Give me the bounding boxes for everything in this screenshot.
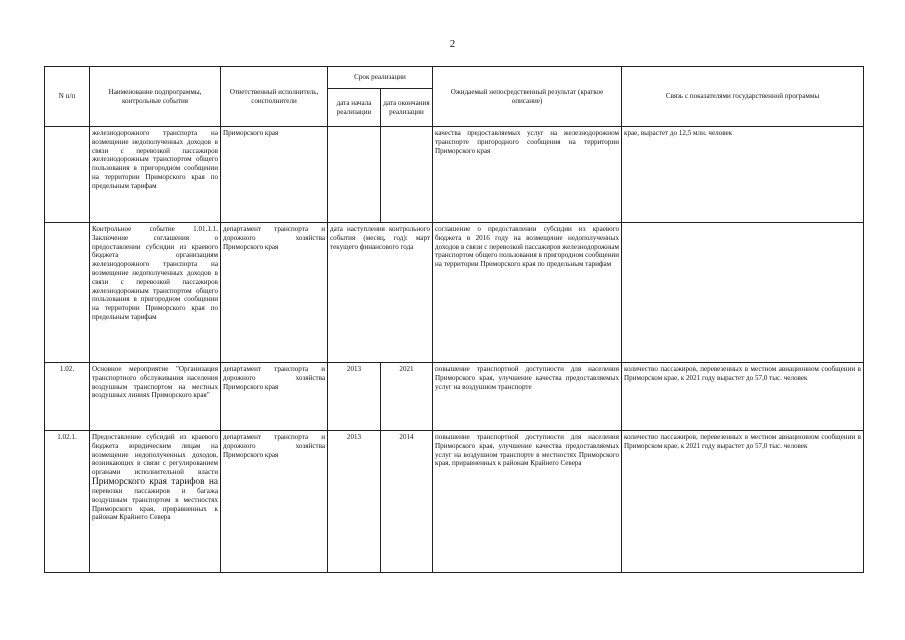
row-result: качества предоставляемых услуг на железнодорожном транспорте пригородного сообщения на территории Приморского края (433, 127, 622, 223)
header-row-1 (45, 67, 864, 89)
row-num (45, 127, 90, 223)
program-table (44, 66, 864, 573)
row-result: соглашение о предоставлении субсидии из краевого бюджета в 2016 году на возмещение недополученных доходов в связи с перевозкой пассажиров железнодорожным транспортом общего пользования в пригородном сообщении на территории Приморского края по предельным тарифам (433, 223, 622, 363)
row-executor: Приморского края (221, 127, 328, 223)
row-num (45, 223, 90, 363)
row-num: 1.02.1. (45, 431, 90, 573)
header-name: Наименование подпрограммы, контрольные события (90, 67, 221, 127)
row-start-date: 2013 (328, 363, 381, 431)
row-name-part1: Предоставление субсидий из краевого бюджета юридическим лицам на возмещение недополученных доходов, возникающих в связи с регулированием органами исполнительной власти (92, 433, 218, 477)
header-num: N п/п (45, 67, 90, 127)
row-link: крае, вырастет до 12,5 млн. человек (622, 127, 864, 223)
header-executor: Ответственный исполнитель, соисполнители (221, 67, 328, 127)
row-control-date: дата наступления контрольного события (месяц, год): март текущего финансового года (328, 223, 433, 363)
row-start-date (328, 127, 381, 223)
row-end-date: 2014 (381, 431, 433, 573)
table-row (45, 431, 864, 573)
row-name: Основное мероприятие "Организация транспортного обслуживания населения воздушным транспортом на местных воздушных линиях Приморского края" (90, 363, 221, 431)
row-num: 1.02. (45, 363, 90, 431)
row-executor: департамент транспорта и дорожного хозяйства Приморского края (221, 431, 328, 573)
row-link: количество пассажиров, перевезенных в местном авиационном сообщении в Приморском крае, к 2021 году вырастет до 57,0 тыс. человек (622, 363, 864, 431)
row-result: повышение транспортной доступности для населения Приморского края, улучшение качества предоставляемых услуг на воздушном транспорте в местностях Приморского края, приравненных к районам Крайнего Севера (433, 431, 622, 573)
header-result: Ожидаемый непосредственный результат (краткое описание) (433, 67, 622, 127)
row-link: количество пассажиров, перевезенных в местном авиационном сообщении в Приморском крае, к 2021 году вырастет до 57,0 тыс. человек (622, 431, 864, 573)
header-term: Срок реализации (328, 67, 433, 89)
table-row (45, 363, 864, 431)
page-number: 2 (449, 38, 456, 50)
row-end-date: 2021 (381, 363, 433, 431)
row-result: повышение транспортной доступности для населения Приморского края, улучшение качества предоставляемых услуг на воздушном транспорте (433, 363, 622, 431)
row-name (90, 431, 221, 573)
row-start-date: 2013 (328, 431, 381, 573)
header-end-date: дата окончания реализации (381, 89, 433, 127)
row-name-emphasis: Приморского края тарифов на (92, 476, 218, 487)
row-link (622, 223, 864, 363)
row-executor: департамент транспорта и дорожного хозяйства Приморского края (221, 363, 328, 431)
table-row (45, 127, 864, 223)
header-start-date: дата начала реализации (328, 89, 381, 127)
row-name: железнодорожного транспорта на возмещение недополученных доходов в связи с перевозкой пассажиров железнодорожным транспортом общего пользования в пригородном сообщении на территории Приморского края по предельным тарифам (90, 127, 221, 223)
header-link: Связь с показателями государственной программы (622, 67, 864, 127)
row-end-date (381, 127, 433, 223)
row-name: Контрольное событие 1.01.1.1. Заключение соглашения о предоставлении субсидии из краевого бюджета организациям железнодорожного транспорта на возмещение недополученных доходов в связи с перевозкой пассажиров железнодорожным транспортом общего пользования в пригородном сообщении на территории Приморского края по предельным тарифам (90, 223, 221, 363)
table-row (45, 223, 864, 363)
row-name-part2: перевозки пассажиров и багажа воздушным транспортом в местностях Приморского края, приравненных к районам Крайнего Севера (92, 486, 218, 522)
row-executor: департамент транспорта и дорожного хозяйства Приморского края (221, 223, 328, 363)
